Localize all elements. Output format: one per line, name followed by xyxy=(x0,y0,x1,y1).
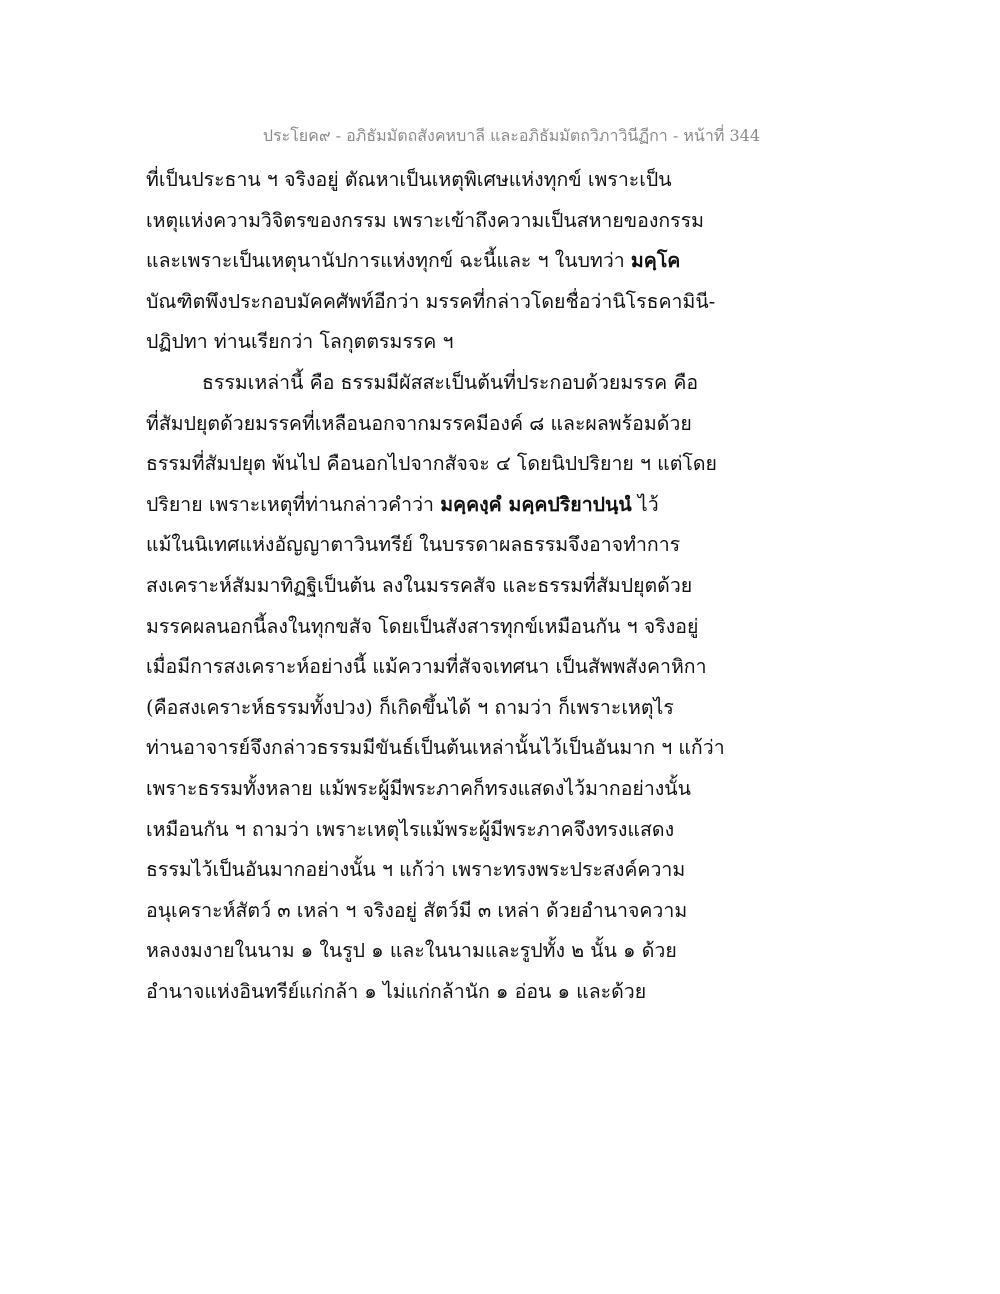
text-line: ที่เป็นประธาน ฯ จริงอยู่ ตัณหาเป็นเหตุพิเศษแห่งทุกข์ เพราะเป็น xyxy=(146,168,672,191)
text-line: เพราะธรรมทั้งหลาย แม้พระผู้มีพระภาคก็ทรงแสดงไว้มากอย่างนั้น xyxy=(146,776,691,800)
pali-term: มคฺคงฺคํ มคฺคปริยาปนฺนํ xyxy=(440,492,632,516)
text-line: บัณฑิตพึงประกอบมัคคศัพท์อีกว่า มรรคที่กล่าวโดยชื่อว่านิโรธคามินี- xyxy=(146,289,716,313)
body-text xyxy=(146,160,786,1012)
running-title: ประโยค๙ - อภิธัมมัตถสังคหบาลี และอภิธัมมัตถวิภาวินีฏีกา - หน้าที่ 344 xyxy=(262,126,760,145)
text-line: แม้ในนิเทศแห่งอัญญาตาวินทรีย์ ในบรรดาผลธรรมจึงอาจทำการ xyxy=(146,533,681,557)
text-line: เมื่อมีการสงเคราะห์อย่างนี้ แม้ความที่สัจจเทศนา เป็นสัพพสังคาหิกา xyxy=(146,655,707,679)
text-line: ปฏิปทา ท่านเรียกว่า โลกุตตรมรรค ฯ xyxy=(146,330,454,354)
text-line: สงเคราะห์สัมมาทิฏฐิเป็นต้น ลงในมรรคสัจ และธรรมที่สัมปยุตด้วย xyxy=(146,573,693,597)
text-line: ธรรมที่สัมปยุต พ้นไป คือนอกไปจากสัจจะ ๔ โดยนิปปริยาย ฯ แต่โดย xyxy=(146,452,717,476)
paragraph-1 xyxy=(146,160,786,363)
text-line: ท่านอาจารย์จึงกล่าวธรรมมีขันธ์เป็นต้นเหล่านั้นไว้เป็นอันมาก ฯ แก้ว่า xyxy=(146,736,725,760)
text-line: เหมือนกัน ฯ ถามว่า เพราะเหตุไรแม้พระผู้มีพระภาคจึงทรงแสดง xyxy=(146,817,675,841)
text-line: อนุเคราะห์สัตว์ ๓ เหล่า ฯ จริงอยู่ สัตว์มี ๓ เหล่า ด้วยอำนาจความ xyxy=(146,898,688,922)
pali-term: มคฺโค xyxy=(630,249,681,273)
text-line: ที่สัมปยุตด้วยมรรคที่เหลือนอกจากมรรคมีองค์ ๘ และผลพร้อมด้วย xyxy=(146,411,692,435)
text-line: (คือสงเคราะห์ธรรมทั้งปวง) ก็เกิดขึ้นได้ ฯ ถามว่า ก็เพราะเหตุไร xyxy=(146,695,674,719)
text-line: ธรรมเหล่านี้ คือ ธรรมมีผัสสะเป็นต้นที่ประกอบด้วยมรรค คือ xyxy=(202,370,699,394)
text-line: อำนาจแห่งอินทรีย์แก่กล้า ๑ ไม่แก่กล้านัก ๑ อ่อน ๑ และด้วย xyxy=(146,979,647,1003)
text-line: และเพราะเป็นเหตุนานัปการแห่งทุกข์ ฉะนี้และ ฯ ในบทว่า มคฺโค xyxy=(146,249,681,273)
paragraph-2 xyxy=(146,363,786,1013)
page-header xyxy=(250,124,760,149)
text-line: มรรคผลนอกนี้ลงในทุกขสัจ โดยเป็นสังสารทุกข์เหมือนกัน ฯ จริงอยู่ xyxy=(146,614,699,638)
text-line: ปริยาย เพราะเหตุที่ท่านกล่าวคำว่า มคฺคงฺคํ มคฺคปริยาปนฺนํ ไว้ xyxy=(146,492,659,516)
text-line: เหตุแห่งความวิจิตรของกรรม เพราะเข้าถึงความเป็นสหายของกรรม xyxy=(146,208,704,232)
text-line: ธรรมไว้เป็นอันมากอย่างนั้น ฯ แก้ว่า เพราะทรงพระประสงค์ความ xyxy=(146,858,686,882)
text-line: หลงงมงายในนาม ๑ ในรูป ๑ และในนามและรูปทั้ง ๒ นั้น ๑ ด้วย xyxy=(146,939,677,963)
